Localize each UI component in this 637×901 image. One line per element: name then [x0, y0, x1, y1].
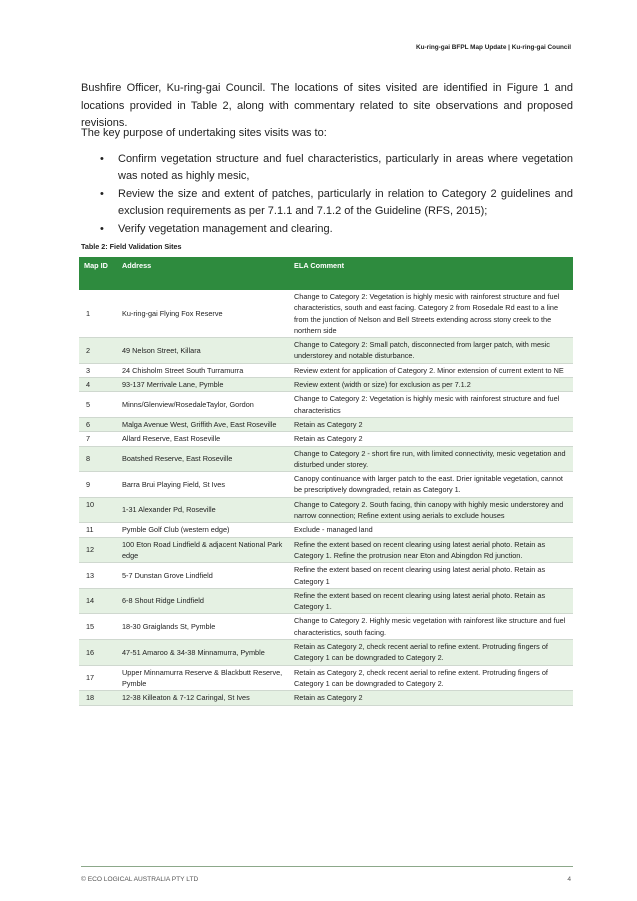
table-row: [79, 417, 573, 431]
bullet-icon: •: [100, 188, 104, 200]
table-caption: Table 2: Field Validation Sites: [81, 242, 182, 251]
cell-comment: Change to Category 2. Highly mesic vegetation with rainforest like structure and fuel characteristics, south facing.: [289, 614, 573, 640]
table-row: [79, 432, 573, 446]
table-row: [79, 640, 573, 666]
table-row: [79, 563, 573, 589]
cell-map-id: 4: [79, 378, 117, 392]
purpose-paragraph: The key purpose of undertaking sites visits was to:: [81, 127, 327, 139]
cell-comment: Change to Category 2 - short fire run, with limited connectivity, mesic vegetation and disturbed under storey.: [289, 446, 573, 472]
cell-map-id: 17: [79, 665, 117, 691]
table-row: [79, 392, 573, 418]
purpose-bullet-list: [81, 151, 573, 239]
cell-address: 1-31 Alexander Pd, Roseville: [117, 497, 289, 523]
field-validation-table: [79, 257, 573, 706]
cell-map-id: 15: [79, 614, 117, 640]
cell-comment: Change to Category 2: Small patch, disconnected from larger patch, with mesic understorey and notable disturbance.: [289, 338, 573, 364]
footer-divider: [81, 866, 573, 867]
table-header-row: [79, 257, 573, 290]
cell-address: Allard Reserve, East Roseville: [117, 432, 289, 446]
cell-address: 93-137 Merrivale Lane, Pymble: [117, 378, 289, 392]
cell-address: Ku-ring-gai Flying Fox Reserve: [117, 290, 289, 338]
cell-map-id: 14: [79, 588, 117, 614]
table-row: [79, 497, 573, 523]
cell-address: 12-38 Killeaton & 7-12 Caringal, St Ives: [117, 691, 289, 705]
table-row: [79, 665, 573, 691]
cell-comment: Change to Category 2: Vegetation is highly mesic with rainforest structure and fuel characteristics: [289, 392, 573, 418]
table-row: [79, 614, 573, 640]
cell-address: 24 Chisholm Street South Turramurra: [117, 363, 289, 377]
col-header-address: Address: [117, 257, 289, 290]
table-row: [79, 338, 573, 364]
cell-address: 49 Nelson Street, Killara: [117, 338, 289, 364]
cell-comment: Retain as Category 2: [289, 432, 573, 446]
page-number: 4: [567, 876, 571, 883]
bullet-item: • Confirm vegetation structure and fuel characteristics, particularly in areas where vegetation was noted as highly mesic,: [100, 153, 573, 182]
cell-address: 18-30 Graiglands St, Pymble: [117, 614, 289, 640]
table-row: [79, 588, 573, 614]
cell-map-id: 2: [79, 338, 117, 364]
cell-address: Minns/Glenview/RosedaleTaylor, Gordon: [117, 392, 289, 418]
bullet-item: • Verify vegetation management and clearing.: [81, 221, 573, 238]
cell-comment: Review extent for application of Category 2. Minor extension of current extent to NE: [289, 363, 573, 377]
cell-comment: Canopy continuance with larger patch to the east. Drier ignitable vegetation, cannot be prescriptively downgraded, retain as Category 1.: [289, 472, 573, 498]
cell-map-id: 5: [79, 392, 117, 418]
cell-address: 5-7 Dunstan Grove Lindfield: [117, 563, 289, 589]
cell-address: 6-8 Shout Ridge Lindfield: [117, 588, 289, 614]
table-row: [79, 472, 573, 498]
cell-comment: Retain as Category 2, check recent aerial to refine extent. Protruding fingers of Category 1 can be downgraded to Category 2.: [289, 665, 573, 691]
cell-comment: Retain as Category 2: [289, 417, 573, 431]
table-body: [79, 290, 573, 705]
bullet-icon: •: [100, 153, 104, 165]
cell-map-id: 12: [79, 537, 117, 563]
cell-comment: Retain as Category 2, check recent aerial to refine extent. Protruding fingers of Category 1 can be downgraded to Category 2.: [289, 640, 573, 666]
table-row: [79, 537, 573, 563]
table-row: [79, 691, 573, 705]
cell-address: Barra Brui Playing Field, St Ives: [117, 472, 289, 498]
cell-address: Upper Minnamurra Reserve & Blackbutt Reserve, Pymble: [117, 665, 289, 691]
cell-address: Pymble Golf Club (western edge): [117, 523, 289, 537]
col-header-map-id: Map ID: [79, 257, 117, 290]
bullet-item: • Review the size and extent of patches, particularly in relation to Category 2 guidelines and exclusion requirements as per 7.1.1 and 7.1.2 of the Guideline (RFS, 2015);: [100, 188, 573, 217]
table-row: [79, 523, 573, 537]
cell-map-id: 11: [79, 523, 117, 537]
col-header-comment: ELA Comment: [289, 257, 573, 290]
table-row: [79, 446, 573, 472]
cell-comment: Refine the extent based on recent clearing using latest aerial photo. Retain as Category 1: [289, 563, 573, 589]
table-row: [79, 363, 573, 377]
cell-comment: Refine the extent based on recent clearing using latest aerial photo. Retain as Category 1. Refine the protrusion near Eton and Abingdon Rd junction.: [289, 537, 573, 563]
cell-map-id: 18: [79, 691, 117, 705]
cell-comment: Exclude - managed land: [289, 523, 573, 537]
cell-comment: Refine the extent based on recent clearing using latest aerial photo. Retain as Category 1.: [289, 588, 573, 614]
table-row: [79, 290, 573, 338]
cell-comment: Retain as Category 2: [289, 691, 573, 705]
bullet-icon: •: [100, 223, 104, 235]
cell-comment: Change to Category 2: Vegetation is highly mesic with rainforest structure and fuel characteristics, south and east facing. Category 2 from Rosedale Rd east to a line from the junction of Nelson and Bell Streets extending across stony creek to the northern side: [289, 290, 573, 338]
intro-paragraph: Bushfire Officer, Ku-ring-gai Council. The locations of sites visited are identified in Figure 1 and locations provided in Table 2, along with commentary related to site observations and proposed revisions.: [81, 82, 573, 129]
cell-map-id: 10: [79, 497, 117, 523]
table-row: [79, 378, 573, 392]
cell-address: Boatshed Reserve, East Roseville: [117, 446, 289, 472]
cell-map-id: 8: [79, 446, 117, 472]
cell-address: 100 Eton Road Lindfield & adjacent National Park edge: [117, 537, 289, 563]
cell-map-id: 1: [79, 290, 117, 338]
cell-map-id: 6: [79, 417, 117, 431]
running-header: Ku-ring-gai BFPL Map Update | Ku-ring-gai Council: [415, 44, 571, 51]
cell-map-id: 13: [79, 563, 117, 589]
cell-map-id: 3: [79, 363, 117, 377]
cell-comment: Change to Category 2. South facing, thin canopy with highly mesic understorey and narrow connection; Refine extent using aerials to exclude houses: [289, 497, 573, 523]
cell-map-id: 7: [79, 432, 117, 446]
footer-copyright: © ECO LOGICAL AUSTRALIA PTY LTD: [81, 876, 199, 883]
cell-address: Malga Avenue West, Griffith Ave, East Roseville: [117, 417, 289, 431]
cell-comment: Review extent (width or size) for exclusion as per 7.1.2: [289, 378, 573, 392]
cell-map-id: 16: [79, 640, 117, 666]
cell-address: 47-51 Amaroo & 34-38 Minnamurra, Pymble: [117, 640, 289, 666]
cell-map-id: 9: [79, 472, 117, 498]
